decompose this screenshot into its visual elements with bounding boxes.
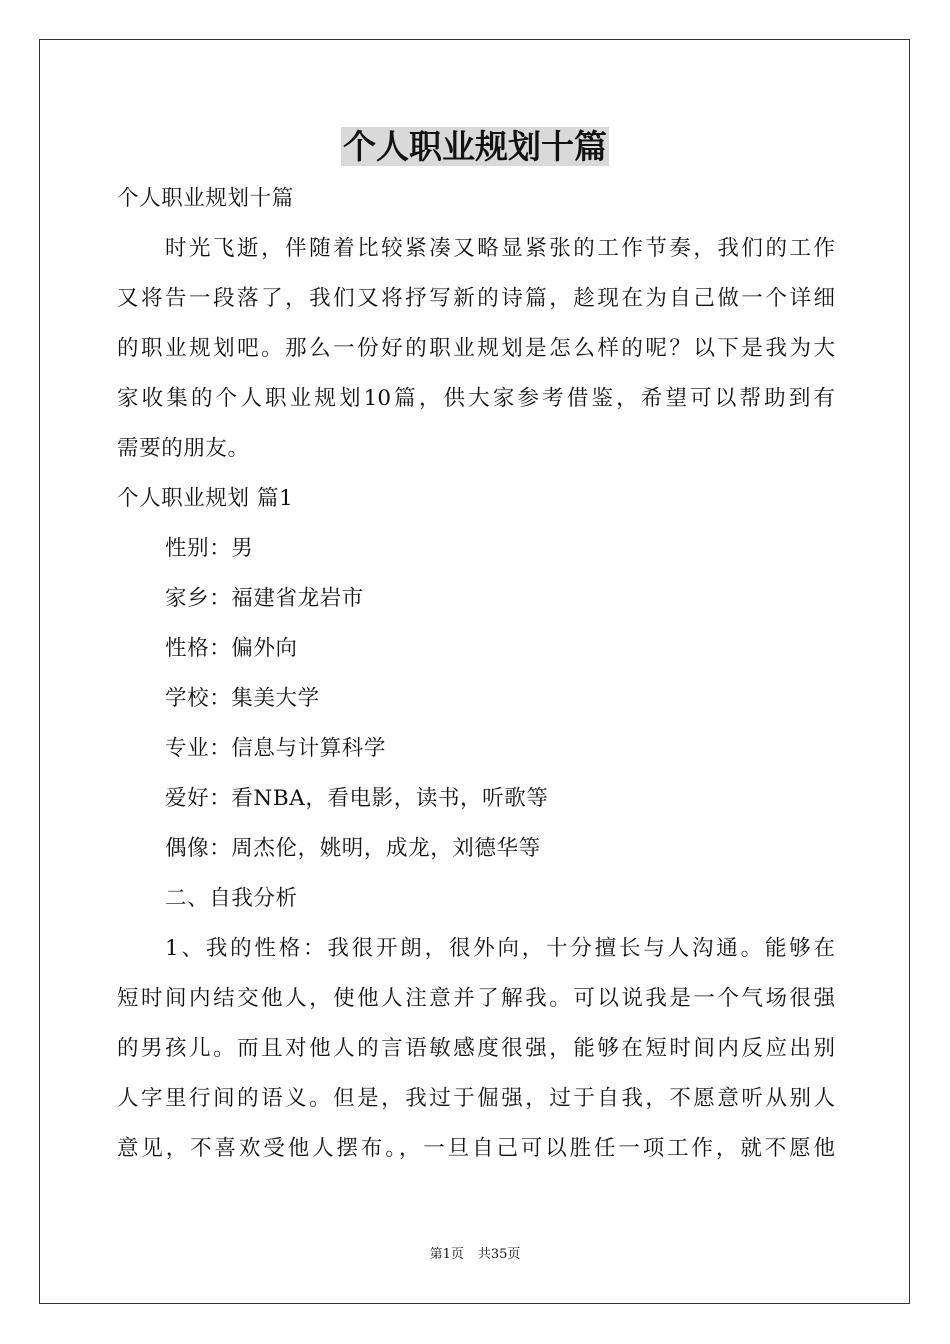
profile-gender: 性别：男 <box>165 536 254 561</box>
intro-line-3: 的职业规划吧。那么一份好的职业规划是怎么样的呢？以下是我为大 <box>117 336 835 361</box>
analysis-line-4: 人字里行间的语义。但是，我过于倔强，过于自我，不愿意听从别人 <box>117 1086 835 1111</box>
intro-line-4: 家收集的个人职业规划10篇，供大家参考借鉴，希望可以帮助到有 <box>117 386 835 411</box>
page-total: 共35页 <box>477 1247 521 1262</box>
analysis-line-5: 意见，不喜欢受他人摆布。，一旦自己可以胜任一项工作，就不愿他 <box>117 1136 835 1161</box>
profile-hometown: 家乡：福建省龙岩市 <box>165 586 364 611</box>
profile-major: 专业：信息与计算科学 <box>165 736 387 761</box>
page-number: 第1页 <box>429 1247 464 1262</box>
analysis-line-1: 1、我的性格：我很开朗，很外向，十分擅长与人沟通。能够在 <box>165 936 835 961</box>
profile-idols: 偶像：周杰伦，姚明，成龙，刘德华等 <box>165 836 541 861</box>
intro-line-1: 时光飞逝，伴随着比较紧凑又略显紧张的工作节奏，我们的工作 <box>165 236 835 261</box>
intro-line-2: 又将告一段落了，我们又将抒写新的诗篇，趁现在为自己做一个详细 <box>117 286 835 311</box>
analysis-line-3: 的男孩儿。而且对他人的言语敏感度很强，能够在短时间内反应出别 <box>117 1036 835 1061</box>
self-analysis-heading: 二、自我分析 <box>165 886 298 911</box>
document-title-text: 个人职业规划十篇 <box>343 127 607 166</box>
section-heading: 个人职业规划 篇1 <box>117 486 294 511</box>
analysis-line-2: 短时间内结交他人，使他人注意并了解我。可以说我是一个气场很强 <box>117 986 835 1011</box>
profile-hobbies: 爱好：看NBA，看电影，读书，听歌等 <box>165 786 549 811</box>
page-footer <box>0 1246 950 1264</box>
profile-school: 学校：集美大学 <box>165 686 320 711</box>
document-title <box>0 124 950 170</box>
document-subtitle: 个人职业规划十篇 <box>117 186 294 211</box>
profile-personality: 性格：偏外向 <box>165 636 298 661</box>
intro-line-5: 需要的朋友。 <box>117 436 250 461</box>
page-border <box>39 39 910 1304</box>
